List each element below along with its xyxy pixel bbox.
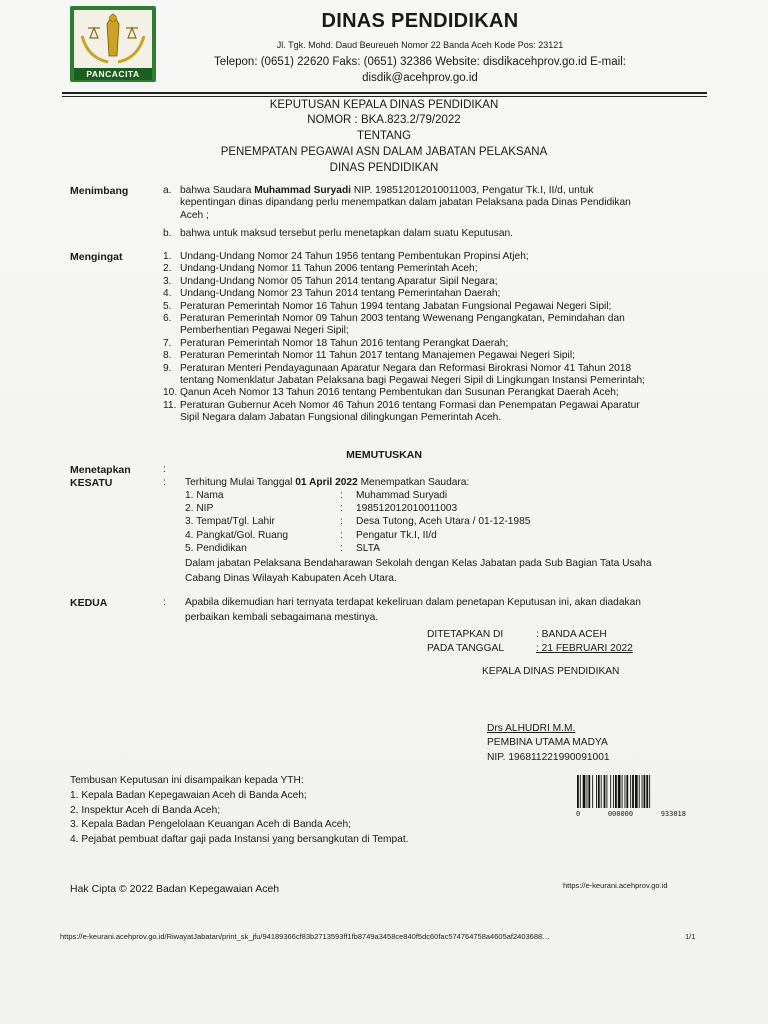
barcode-bar	[639, 775, 640, 808]
field-separator: :	[340, 490, 343, 501]
barcode-digits-right: 933018	[660, 810, 686, 818]
barcode-bar	[625, 775, 626, 808]
field-value: 198512012010011003	[356, 503, 458, 515]
page-number: 1/1	[685, 932, 696, 941]
barcode-bar	[580, 775, 581, 808]
kesatu-intro-post: Menempatkan Saudara:	[357, 477, 470, 488]
footer-site-link[interactable]: https://e-keurani.acehprov.go.id	[563, 881, 668, 890]
agency-title: DINAS PENDIDIKAN	[321, 10, 519, 32]
signer-rank: PEMBINA UTAMA MADYA	[487, 737, 608, 748]
barcode-bar	[615, 775, 617, 808]
barcode-icon	[576, 775, 686, 815]
agency-contact	[170, 54, 670, 86]
ditetapkan-label: DITETAPKAN DI	[427, 629, 504, 640]
mengingat-item-line	[163, 276, 693, 288]
field-separator: :	[340, 516, 343, 528]
mengingat-item-line	[163, 288, 693, 300]
field-value: Muhammad Suryadi	[356, 490, 448, 501]
field-key: 2. NIP	[185, 503, 214, 515]
menimbang-a-name: Muhammad Suryadi	[254, 185, 352, 196]
field-key: 5. Pendidikan	[185, 542, 247, 554]
tanggal-label: PADA TANGGAL	[427, 643, 504, 654]
barcode-bar	[596, 775, 597, 808]
menimbang-a-line3: Aceh ;	[180, 209, 209, 221]
signer-position: KEPALA DINAS PENDIDIKAN	[482, 666, 620, 677]
kesatu-intro-pre: Terhitung Mulai Tanggal	[185, 477, 296, 488]
barcode-bar	[583, 775, 586, 808]
barcode-bar	[610, 775, 611, 808]
menimbang-a-pre: bahwa Saudara	[180, 185, 255, 196]
menimbang-label: Menimbang	[70, 185, 129, 197]
menimbang-b-marker: b.	[163, 228, 172, 239]
mengingat-item-line	[163, 301, 693, 313]
kedua-line-2: perbaikan kembali sebagaimana mestinya.	[185, 612, 379, 624]
tembusan-title: Tembusan Keputusan ini disampaikan kepada YTH:	[70, 775, 304, 786]
barcode-bar	[577, 775, 579, 808]
barcode-bar	[622, 775, 623, 808]
mengingat-item-number: 3.	[163, 275, 172, 287]
copyright-text: Hak Cipta © 2022 Badan Kepegawaian Aceh	[70, 883, 280, 895]
field-separator: :	[340, 529, 343, 541]
barcode-bar	[604, 775, 606, 808]
mengingat-item-line	[163, 325, 693, 337]
barcode-bar	[649, 775, 650, 808]
mengingat-item-line	[163, 338, 693, 350]
field-value: SLTA	[356, 542, 380, 554]
tembusan-item: 2. Inspektur Aceh di Banda Aceh;	[70, 804, 221, 816]
agency-address: Jl. Tgk. Mohd. Daud Beureueh Nomor 22 Banda Aceh Kode Pos: 23121	[276, 40, 564, 50]
barcode-bar	[588, 775, 590, 808]
menimbang-a-marker: a.	[163, 185, 172, 196]
barcode-bar	[626, 775, 628, 808]
tembusan-item: 4. Pejabat pembuat daftar gaji pada Instansi yang bersangkutan di Tempat.	[70, 833, 409, 845]
kedua-colon: :	[163, 597, 166, 608]
signer-name: Drs ALHUDRI M.M.	[487, 723, 576, 734]
mengingat-item-text: Undang-Undang Nomor 23 Tahun 2014 tentang Pemerintahan Daerah;	[180, 288, 501, 300]
menimbang-b-text: bahwa untuk maksud tersebut perlu menetapkan dalam suatu Keputusan.	[180, 228, 514, 239]
placement-line-2: Cabang Dinas Wilayah Kabupaten Aceh Utara.	[185, 573, 397, 585]
mengingat-item-line	[163, 375, 693, 387]
mengingat-item-number: 6.	[163, 312, 172, 324]
mengingat-item-text: Pemberhentian Pegawai Negeri Sipil;	[180, 325, 349, 337]
contact-line-2: disdik@acehprov.go.id	[362, 72, 478, 84]
mengingat-item-line	[163, 387, 693, 399]
barcode-bar	[587, 775, 588, 808]
mengingat-item-line	[163, 363, 693, 375]
kesatu-intro	[185, 477, 469, 489]
mengingat-item-text: Peraturan Pemerintah Nomor 16 Tahun 1994 tentang Jabatan Fungsional Pegawai Negeri Sipil;	[180, 300, 612, 312]
tanggal-value: : 21 FEBRUARI 2022	[536, 643, 633, 654]
kesatu-placement	[185, 558, 705, 586]
mengingat-item-line	[163, 412, 693, 424]
mengingat-item-text: tentang Nomenklatur Jabatan Pelaksana bagi Pegawai Negeri Sipil di Lingkungan Instansi Pemerintah;	[180, 374, 645, 386]
mengingat-item-number: 1.	[163, 251, 172, 262]
kedua-text	[185, 597, 705, 625]
kesatu-colon: :	[163, 477, 166, 488]
tembusan-list	[70, 790, 490, 848]
barcode-bar	[635, 775, 638, 808]
kedua-line-1: Apabila dikemudian hari ternyata terdapat kekeliruan dalam penetapan Keputusan ini, akan diadakan	[185, 597, 641, 608]
decree-subject: PENEMPATAN PEGAWAI ASN DALAM JABATAN PELAKSANA	[220, 146, 548, 158]
decree-number: NOMOR : BKA.823.2/79/2022	[307, 114, 461, 126]
menimbang-a-text	[180, 185, 685, 222]
field-value: Pengatur Tk.I, II/d	[356, 529, 437, 541]
barcode-bar	[601, 775, 602, 808]
decree-unit: DINAS PENDIDIKAN	[329, 162, 439, 174]
placement-line-1: Dalam jabatan Pelaksana Bendaharawan Sekolah dengan Kelas Jabatan pada Sub Bagian Tata Usaha	[185, 558, 652, 569]
barcode-digits-middle: 000000	[607, 810, 634, 818]
decree-line-1: KEPUTUSAN KEPALA DINAS PENDIDIKAN	[269, 99, 499, 111]
menetapkan-label: Menetapkan	[70, 464, 131, 476]
barcode-bar	[592, 775, 593, 808]
mengingat-item-text: Sipil Negara dalam Jabatan Fungsional dilingkungan Pemerintah Aceh.	[180, 412, 502, 424]
mengingat-item-text: Undang-Undang Nomor 05 Tahun 2014 tentang Aparatur Sipil Negara;	[180, 275, 498, 287]
menetapkan-colon: :	[163, 464, 166, 475]
barcode-digit-left: 0	[576, 810, 581, 818]
tembusan-item: 1. Kepala Badan Kepegawaian Aceh di Banda Aceh;	[70, 790, 307, 801]
barcode-bar	[646, 775, 648, 808]
field-separator: :	[340, 542, 343, 554]
field-separator: :	[340, 503, 343, 515]
tembusan-item: 3. Kepala Badan Pengelolaan Keuangan Aceh di Banda Aceh;	[70, 819, 351, 831]
header-divider-thick	[62, 92, 707, 94]
mengingat-item-number: 4.	[163, 288, 172, 300]
mengingat-item-line	[163, 400, 693, 412]
barcode-bar	[618, 775, 621, 808]
mengingat-item-number: 2.	[163, 263, 172, 275]
mengingat-item-number: 7.	[163, 337, 172, 349]
barcode-bar	[598, 775, 600, 808]
field-value: Desa Tutong, Aceh Utara / 01-12-1985	[356, 516, 531, 528]
mengingat-item-line	[163, 350, 693, 362]
mengingat-item-text: Peraturan Gubernur Aceh Nomor 46 Tahun 2016 tentang Formasi dan Penempatan Pegawai Aparatur	[180, 399, 640, 411]
ditetapkan-value: : BANDA ACEH	[536, 629, 607, 640]
logo-label: PANCACITA	[86, 69, 140, 79]
mengingat-item-text: Peraturan Pemerintah Nomor 18 Tahun 2016 tentang Perangkat Daerah;	[180, 337, 509, 349]
mengingat-item-text: Peraturan Menteri Pendayagunaan Aparatur Negara dan Reformasi Birokrasi Nomor 41 Tahun 2018	[180, 362, 632, 374]
menimbang-a-line2: kepentingan dinas dipandang perlu menempatkan dalam jabatan Pelaksana pada Dinas Pendidikan	[180, 197, 631, 209]
field-key: 4. Pangkat/Gol. Ruang	[185, 529, 289, 541]
mengingat-item-number: 8.	[163, 350, 172, 362]
kedua-label: KEDUA	[70, 597, 108, 609]
mengingat-item-text: Undang-Undang Nomor 24 Tahun 1956 tentang Pembentukan Propinsi Atjeh;	[180, 251, 529, 262]
mengingat-item-text: Qanun Aceh Nomor 13 Tahun 2016 tentang Pembentukan dan Susunan Perangkat Daerah Aceh;	[180, 387, 619, 399]
barcode-bar	[606, 775, 607, 808]
mengingat-item-line	[163, 251, 693, 263]
field-key: 3. Tempat/Tgl. Lahir	[185, 516, 275, 528]
barcode-bar	[644, 775, 646, 808]
mengingat-list	[163, 251, 693, 424]
mengingat-item-number: 10.	[163, 387, 178, 399]
kesatu-intro-date: 01 April 2022	[295, 477, 358, 488]
mengingat-item-text: Peraturan Pemerintah Nomor 11 Tahun 2017 tentang Manajemen Pegawai Negeri Sipil;	[180, 350, 575, 362]
signer-nip: NIP. 196811221990091001	[487, 752, 610, 763]
kesatu-label: KESATU	[70, 477, 113, 489]
mengingat-item-number: 11.	[163, 399, 177, 411]
barcode-bar	[632, 775, 634, 808]
mengingat-item-text: Undang-Undang Nomor 11 Tahun 2006 tentang Pemerintah Aceh;	[180, 263, 478, 275]
memutuskan-heading: MEMUTUSKAN	[346, 449, 422, 461]
barcode-bar	[613, 775, 614, 808]
mengingat-label: Mengingat	[70, 251, 123, 263]
mengingat-item-line	[163, 263, 693, 275]
menimbang-a-rest: NIP. 198512012010011003, Pengatur Tk.I, II/d, untuk	[351, 185, 594, 196]
barcode-bar	[630, 775, 631, 808]
header-divider-thin	[62, 96, 707, 97]
mengingat-item-line	[163, 313, 693, 325]
decree-tentang: TENTANG	[356, 130, 412, 142]
mengingat-item-text: Peraturan Pemerintah Nomor 09 Tahun 2003 tentang Wewenang Pengangkatan, Pemindahan dan	[180, 312, 625, 324]
mengingat-item-number: 5.	[163, 300, 172, 312]
field-key: 1. Nama	[185, 490, 224, 501]
print-url[interactable]: https://e-keurani.acehprov.go.id/RiwayatJabatan/print_sk_jfu/94189366cf83b2713593ff1fb8749a3458ce840f5dc60fac574764758a4605af2403688…	[60, 932, 550, 941]
barcode-digits	[576, 810, 686, 818]
contact-line-1: Telepon: (0651) 22620 Faks: (0651) 32386 Website: disdikacehprov.go.id E-mail:	[214, 56, 626, 68]
mengingat-item-number: 9.	[163, 362, 172, 374]
barcode-bar	[642, 775, 643, 808]
